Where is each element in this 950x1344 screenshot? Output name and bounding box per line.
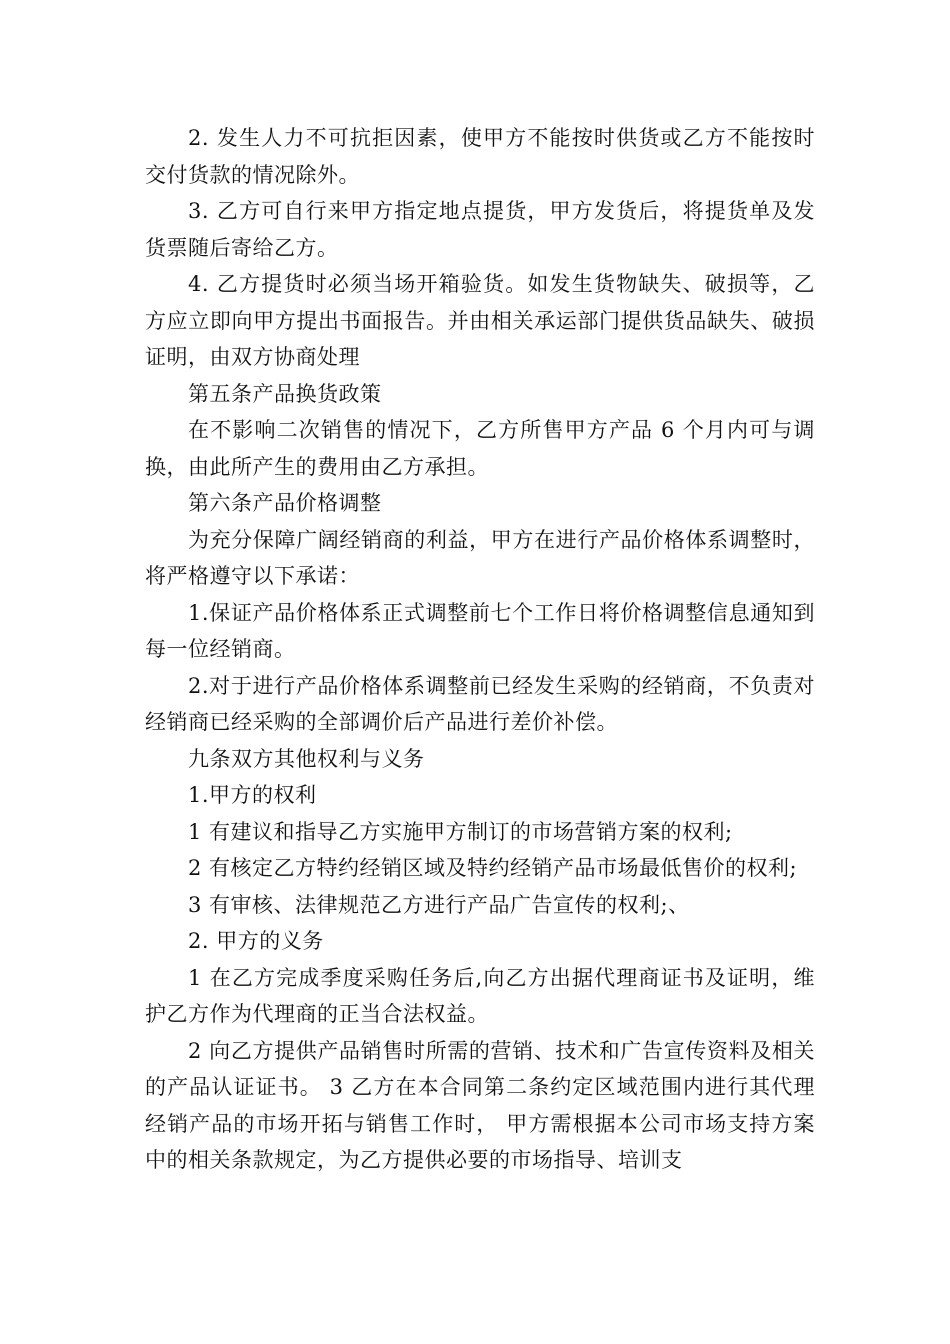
heading-party-a-obligations: 2. 甲方的义务 [188,929,324,953]
paragraph-price-adjustment: 为充分保障广阔经销商的利益，甲方在进行产品价格体系调整时，将严格遵守以下承诺： [145,527,815,588]
paragraph-price-compensation: 2.对于进行产品价格体系调整前已经发生采购的经销商，不负责对经销商已经采购的全部调价后产品进行差价补偿。 [145,673,815,734]
heading-article-six: 第六条产品价格调整 [188,491,382,515]
heading-party-a-rights: 1.甲方的权利 [188,783,317,807]
document-body [145,120,815,1179]
paragraph-obligation-1: 1 在乙方完成季度采购任务后,向乙方出据代理商证书及证明，维护乙方作为代理商的正当合法权益。 [145,965,815,1026]
heading-article-nine: 九条双方其他权利与义务 [188,746,425,771]
paragraph-exchange-policy: 在不影响二次销售的情况下，乙方所售甲方产品 6 个月内可与调换，由此所产生的费用由乙方承担。 [145,418,815,479]
paragraph-force-majeure: 2. 发生人力不可抗拒因素，使甲方不能按时供货或乙方不能按时交付货款的情况除外。 [145,126,815,187]
paragraph-right-1: 1 有建议和指导乙方实施甲方制订的市场营销方案的权利; [188,819,733,844]
paragraph-right-2: 2 有核定乙方特约经销区域及特约经销产品市场最低售价的权利; [188,856,798,880]
paragraph-price-notice: 1.保证产品价格体系正式调整前七个工作日将价格调整信息通知到每一位经销商。 [145,600,815,661]
paragraph-right-3: 3 有审核、法律规范乙方进行产品广告宣传的权利;、 [188,892,690,917]
paragraph-inspection: 4. 乙方提货时必须当场开箱验货。如发生货物缺失、破损等，乙方应立即向甲方提出书面报告。并由相关承运部门提供货品缺失、破损证明，由双方协商处理 [145,272,815,369]
heading-article-five: 第五条产品换货政策 [188,381,382,406]
paragraph-pickup: 3. 乙方可自行来甲方指定地点提货，甲方发货后，将提货单及发货票随后寄给乙方。 [145,199,815,260]
paragraph-obligation-2: 2 向乙方提供产品销售时所需的营销、技术和广告宣传资料及相关的产品认证证书。 3 乙方在本合同第二条约定区域范围内进行其代理经销产品的市场开拓与销售工作时， 甲方需根据本公司市场支持方案中的相关条款规定，为乙方提供必要的市场指导、培训支 [145,1038,815,1172]
